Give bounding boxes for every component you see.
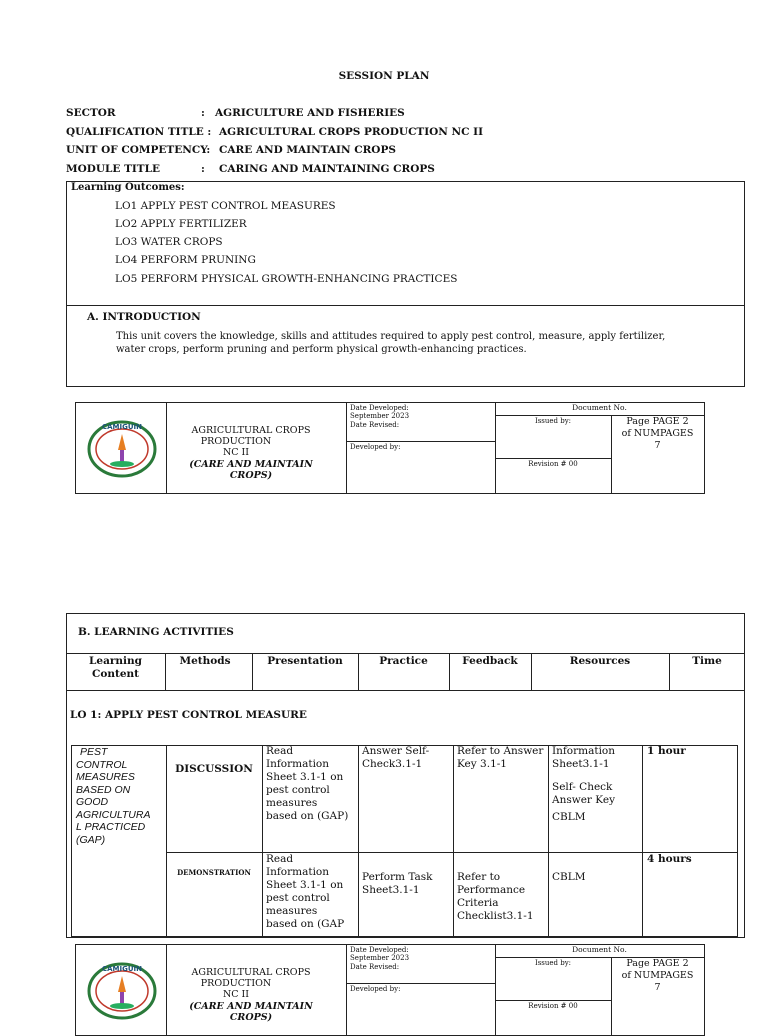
meta-unit <box>66 144 396 156</box>
meta-module <box>66 163 435 175</box>
cell-line: Read <box>266 745 294 757</box>
cell-line: CONTROL <box>76 758 128 771</box>
revision-label: Revision # 00 <box>528 460 578 468</box>
lo-item: LO4 PERFORM PRUNING <box>115 254 256 266</box>
issued-by-label: Issued by: <box>534 959 572 967</box>
page-number-line: of NUMPAGES <box>621 970 694 981</box>
cell-line: Performance <box>457 884 526 896</box>
cell-line: Refer to <box>457 871 501 883</box>
cell-line: Information <box>266 758 330 770</box>
issued-by-label: Issued by: <box>534 417 572 425</box>
document-no-label: Document No. <box>572 945 627 954</box>
cell-line: measures <box>266 905 318 917</box>
meta-value: AGRICULTURAL CROPS PRODUCTION NC II <box>219 126 483 138</box>
date-revised-label: Date Revised: <box>350 963 400 971</box>
meta-value: AGRICULTURE AND FISHERIES <box>215 107 405 119</box>
cell-line: Refer to Answer <box>457 745 544 757</box>
lo-item: LO3 WATER CROPS <box>115 236 223 248</box>
activities-heading: B. LEARNING ACTIVITIES <box>78 626 234 638</box>
introduction-heading: A. INTRODUCTION <box>87 311 201 323</box>
meta-key: QUALIFICATION TITLE : <box>66 126 212 138</box>
table-rule <box>66 653 745 654</box>
school-logo-icon <box>87 962 157 1020</box>
cell-line: Information <box>552 745 616 757</box>
course-title-line: AGRICULTURAL CROPS <box>191 425 311 436</box>
cell-line: CBLM <box>552 871 586 883</box>
table-rule <box>262 745 263 937</box>
cell-line: based on (GAP) <box>266 810 349 822</box>
date-developed-label: Date Developed: <box>350 404 409 412</box>
lo-item: LO2 APPLY FERTILIZER <box>115 218 247 230</box>
cell-line: AGRICULTURA <box>76 808 151 821</box>
table-rule <box>358 745 359 937</box>
page-number-line: Page PAGE 2 <box>626 416 689 427</box>
page-number-line: 7 <box>654 982 661 993</box>
lo-item: LO1 APPLY PEST CONTROL MEASURES <box>115 200 336 212</box>
meta-key: UNIT OF COMPETENCY: <box>66 144 211 156</box>
cell-line: Answer Self- <box>362 745 430 757</box>
cell-line: PEST <box>80 746 108 758</box>
document-footer <box>75 944 705 1036</box>
cell-line: GOOD <box>76 796 109 808</box>
cell-line: Self- Check <box>552 781 613 793</box>
time-cell: 1 hour <box>647 745 686 757</box>
column-header-feedback: Feedback <box>462 655 518 667</box>
footer-divider <box>166 403 167 493</box>
footer-divider <box>346 945 347 1035</box>
learning-outcomes-heading: Learning Outcomes: <box>71 182 185 193</box>
course-title-line: PRODUCTION <box>200 436 272 447</box>
meta-value: CARING AND MAINTAINING CROPS <box>219 163 435 175</box>
cell-line: Checklist3.1-1 <box>457 910 534 922</box>
footer-divider <box>495 1000 611 1001</box>
course-title-line: PRODUCTION <box>200 978 272 989</box>
cell-line: pest control <box>266 784 330 796</box>
school-logo-icon <box>87 420 157 478</box>
introduction-line: water crops, perform pruning and perform physical growth-enhancing practices. <box>116 344 527 355</box>
meta-sector <box>66 107 405 119</box>
outcomes-box <box>66 181 745 387</box>
resources-cell <box>552 745 615 824</box>
cell-line: Key 3.1-1 <box>457 758 507 770</box>
document-footer <box>75 402 705 494</box>
meta-key: MODULE TITLE <box>66 163 160 175</box>
feedback-cell <box>457 871 534 923</box>
practice-cell <box>362 871 433 897</box>
cell-line: Perform Task <box>362 871 433 883</box>
meta-qualification <box>66 126 483 138</box>
page-number-line: Page PAGE 2 <box>626 958 689 969</box>
page-title: SESSION PLAN <box>338 70 430 82</box>
course-title-line: NC II <box>222 447 250 458</box>
table-rule <box>66 690 745 691</box>
developed-by-label: Developed by: <box>350 985 401 993</box>
section-divider <box>67 305 744 306</box>
cell-spacer <box>552 771 615 781</box>
column-header-line: Content <box>91 668 139 680</box>
meta-value: CARE AND MAINTAIN CROPS <box>219 144 396 156</box>
cell-line: Check3.1-1 <box>362 758 423 770</box>
column-header-practice: Practice <box>379 655 428 667</box>
footer-divider <box>346 441 495 442</box>
learning-content-cell <box>76 746 166 846</box>
table-rule <box>548 745 549 937</box>
cell-line: (GAP) <box>76 833 106 846</box>
cell-line: Criteria <box>457 897 499 909</box>
lo-heading: LO 1: APPLY PEST CONTROL MEASURE <box>70 709 307 721</box>
presentation-cell <box>266 853 344 931</box>
cell-line: Sheet3.1-1 <box>552 758 610 770</box>
course-title-line: AGRICULTURAL CROPS <box>191 967 311 978</box>
cell-line: Sheet 3.1-1 on <box>266 879 344 891</box>
cell-line: BASED ON <box>76 783 131 796</box>
meta-colon: : <box>201 163 205 175</box>
time-cell: 4 hours <box>647 853 692 865</box>
cell-line: based on (GAP <box>266 918 345 930</box>
cell-line: L PRACTICED <box>76 821 146 833</box>
lo-item: LO5 PERFORM PHYSICAL GROWTH-ENHANCING PRACTICES <box>115 273 458 285</box>
cell-line: Information <box>266 866 330 878</box>
method-cell: DISCUSSION <box>175 763 253 775</box>
cell-line: measures <box>266 797 318 809</box>
column-header-learning-content <box>66 655 165 681</box>
cell-line: pest control <box>266 892 330 904</box>
course-subtitle: (CARE AND MAINTAIN CROPS) <box>189 459 313 481</box>
table-rule <box>642 745 643 937</box>
meta-colon: : <box>201 107 205 119</box>
cell-line: CBLM <box>552 811 586 823</box>
svg-text:CAMIGUIN: CAMIGUIN <box>101 423 143 431</box>
cell-line: Answer Key <box>552 794 615 806</box>
footer-divider <box>495 458 611 459</box>
cell-line: MEASURES <box>76 771 135 783</box>
revision-label: Revision # 00 <box>528 1002 578 1010</box>
course-title-line: NC II <box>222 989 250 1000</box>
developed-by-label: Developed by: <box>350 443 401 451</box>
meta-key: SECTOR <box>66 107 116 119</box>
date-developed-value: September 2023 <box>350 954 410 962</box>
page-number-line: of NUMPAGES <box>621 428 694 439</box>
course-subtitle: (CARE AND MAINTAIN CROPS) <box>189 1001 313 1023</box>
document-no-label: Document No. <box>572 403 627 412</box>
resources-cell <box>552 871 585 884</box>
svg-text:CAMIGUIN: CAMIGUIN <box>101 965 143 973</box>
introduction-line: This unit covers the knowledge, skills and attitudes required to apply pest control, measure, apply fertilizer, <box>116 331 666 342</box>
date-revised-label: Date Revised: <box>350 421 400 429</box>
page-number-line: 7 <box>654 440 661 451</box>
cell-line: Sheet 3.1-1 on <box>266 771 344 783</box>
date-developed-label: Date Developed: <box>350 946 409 954</box>
column-header-resources: Resources <box>569 655 631 667</box>
practice-cell <box>362 745 429 771</box>
footer-divider <box>346 983 495 984</box>
footer-divider <box>346 403 347 493</box>
presentation-cell <box>266 745 348 823</box>
cell-line: Sheet3.1-1 <box>362 884 420 896</box>
table-rule <box>453 745 454 937</box>
column-header-time: Time <box>692 655 722 667</box>
footer-divider <box>166 945 167 1035</box>
column-header-presentation: Presentation <box>267 655 343 667</box>
column-header-line: Learning <box>89 655 142 667</box>
date-developed-value: September 2023 <box>350 412 410 420</box>
cell-line: Read <box>266 853 294 865</box>
column-header-methods: Methods <box>179 655 231 667</box>
feedback-cell <box>457 745 543 771</box>
method-cell: DEMONSTRATION <box>177 868 251 877</box>
